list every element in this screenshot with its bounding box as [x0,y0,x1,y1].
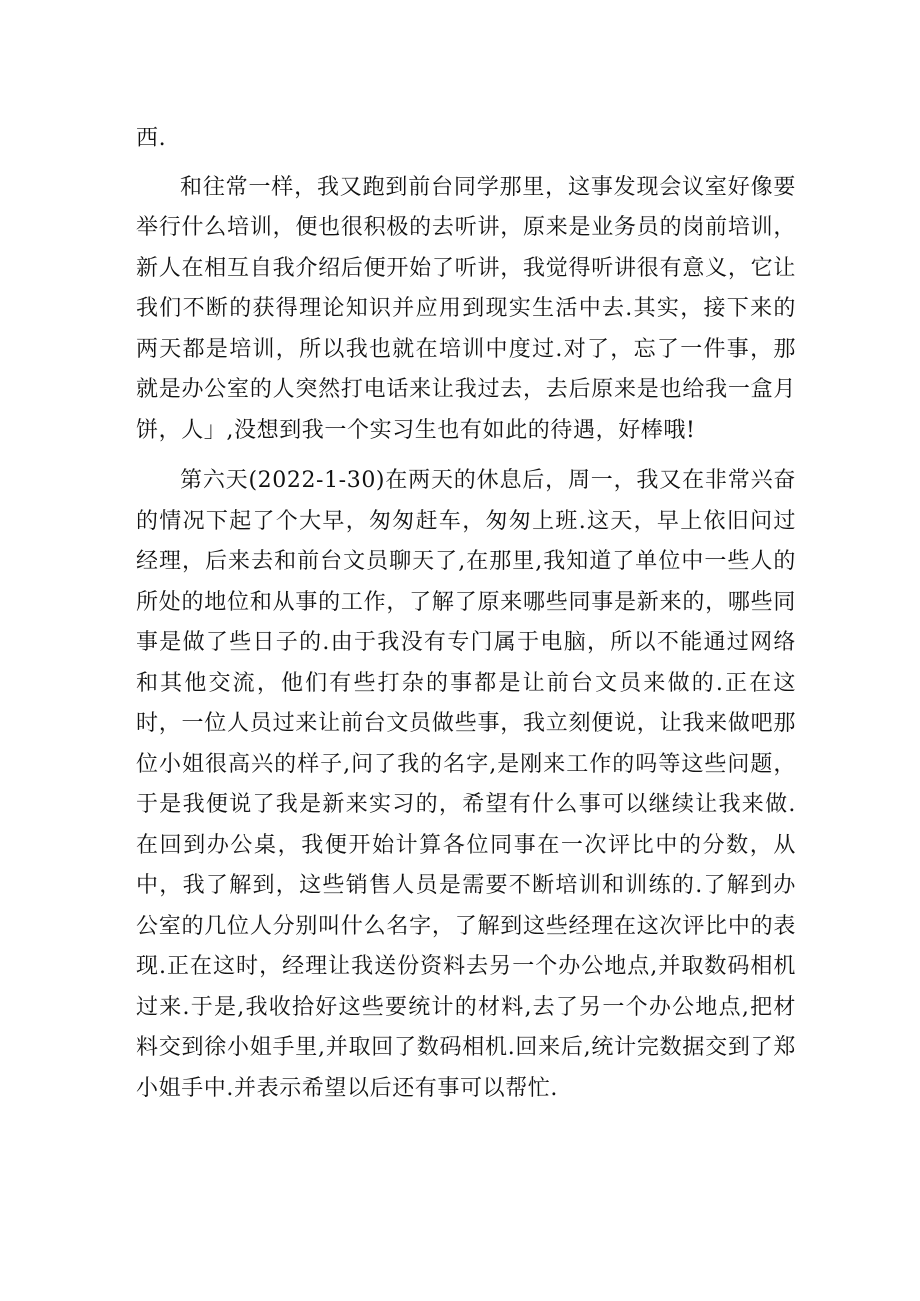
paragraph-training: 和往常一样，我又跑到前台同学那里，这事发现会议室好像要举行什么培训，便也很积极的去听讲，原来是业务员的岗前培训，新人在相互自我介绍后便开始了听讲，我觉得听讲很有意义，它让我们不断的获得理论知识并应用到现实生活中去.其实，接下来的两天都是培训，所以我也就在培训中度过.对了，忘了一件事，那就是办公室的人突然打电话来让我过去，去后原来是也给我一盒月饼，人」,没想到我一个实习生也有如此的待遇，好棒哦! [136,174,796,443]
document-body [136,119,796,1109]
paragraph-day-six: 第六天(2022-1-30)在两天的休息后，周一，我又在非常兴奋的情况下起了个大早，匆匆赶车，匆匆上班.这天，早上依旧问过经理，后来去和前台文员聊天了,在那里,我知道了单位中一些人的所处的地位和从事的工作，了解了原来哪些同事是新来的，哪些同事是做了些日子的.由于我没有专门属于电脑，所以不能通过网络和其他交流，他们有些打杂的事都是让前台文员来做的.正在这时，一位人员过来让前台文员做些事，我立刻便说，让我来做吧那位小姐很高兴的样子,问了我的名字,是刚来工作的吗等这些问题，于是我便说了我是新来实习的，希望有什么事可以继续让我来做.在回到办公桌，我便开始计算各位同事在一次评比中的分数，从中，我了解到，这些销售人员是需要不断培训和训练的.了解到办公室的几位人分别叫什么名字，了解到这些经理在这次评比中的表现.正在这时，经理让我送份资料去另一个办公地点,并取数码相机过来.于是,我收拾好这些要统计的材料,去了另一个办公地点,把材料交到徐小姐手里,并取回了数码相机.回来后,统计完数据交到了郑小姐手中.并表示希望以后还有事可以帮忙. [136,468,796,1101]
paragraph-fragment: 西. [136,126,167,151]
